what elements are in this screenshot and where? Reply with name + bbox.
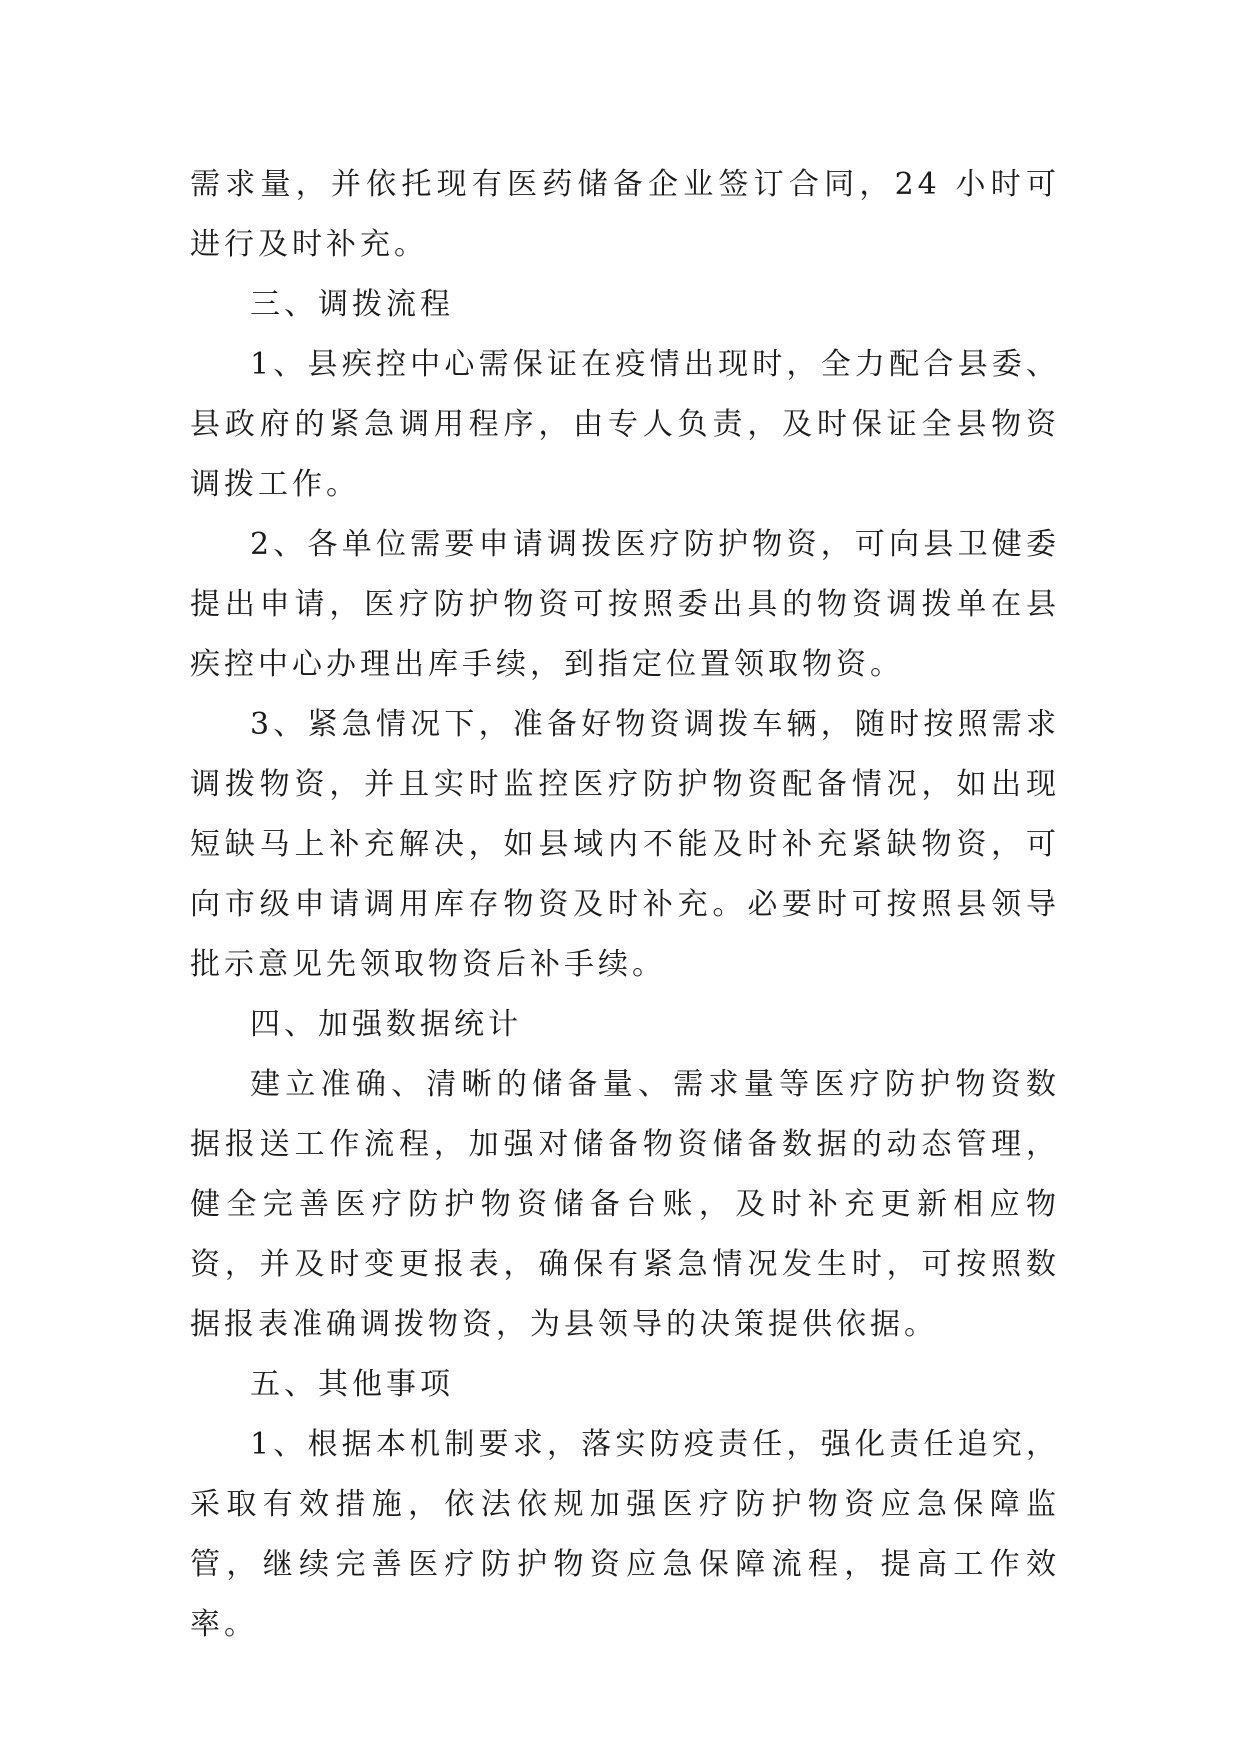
paragraph-5-1: 1、根据本机制要求，落实防疫责任，强化责任追究，采取有效措施，依法依规加强医疗防护物资应急保障监管，继续完善医疗防护物资应急保障流程，提高工作效率。 — [190, 1427, 1060, 1642]
section-heading-4: 四、加强数据统计 — [250, 1007, 522, 1042]
paragraph-continuation: 需求量，并依托现有医药储备企业签订合同，24 小时可进行及时补充。 — [190, 167, 1060, 262]
paragraph-4: 建立准确、清晰的储备量、需求量等医疗防护物资数据报送工作流程，加强对储备物资储备数据的动态管理，健全完善医疗防护物资储备台账，及时补充更新相应物资，并及时变更报表，确保有紧急情况发生时，可按照数据报表准确调拨物资，为县领导的决策提供依据。 — [190, 1067, 1060, 1342]
section-heading-3: 三、调拨流程 — [250, 287, 454, 322]
section-heading-5: 五、其他事项 — [250, 1367, 454, 1402]
document-body — [190, 155, 1060, 1655]
paragraph-3-1: 1、县疾控中心需保证在疫情出现时，全力配合县委、县政府的紧急调用程序，由专人负责，及时保证全县物资调拨工作。 — [190, 347, 1060, 502]
paragraph-3-2: 2、各单位需要申请调拨医疗防护物资，可向县卫健委提出申请，医疗防护物资可按照委出具的物资调拨单在县疾控中心办理出库手续，到指定位置领取物资。 — [190, 527, 1060, 682]
paragraph-3-3: 3、紧急情况下，准备好物资调拨车辆，随时按照需求调拨物资，并且实时监控医疗防护物资配备情况，如出现短缺马上补充解决，如县域内不能及时补充紧缺物资，可向市级申请调用库存物资及时补充。必要时可按照县领导批示意见先领取物资后补手续。 — [190, 707, 1060, 982]
